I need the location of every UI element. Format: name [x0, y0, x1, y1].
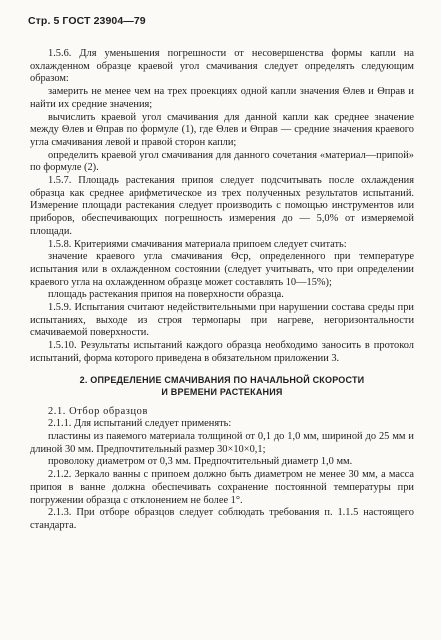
paragraph-1-5-7: 1.5.7. Площадь растекания припоя следует подсчитывать после охлаждения образца как среднее арифметическое из трех полученных результатов испытаний. Измерение площади растекания следует производить с помощью инструментов или приборов, обеспечивающих погрешность измерения до — 5,0% от измеряемой площади.: [30, 175, 414, 237]
paragraph-plates: пластины из паяемого материала толщиной от 0,1 до 1,0 мм, шириной до 25 мм и длиной 30 мм. Предпочтительный размер 30×10×0,1;: [30, 430, 414, 455]
paragraph-2-1-1: 2.1.1. Для испытаний следует применять:: [48, 418, 232, 430]
paragraph-contact-angle: значение краевого угла смачивания Θср, определенного при температуре испытания или в охлажденном состоянии (следует учитывать, что при определении краевого угла на охлажденном образце может составлять 10—15%);: [30, 251, 414, 288]
paragraph-2-1: 2.1. Отбор образцов: [48, 405, 148, 417]
paragraph-1-5-10: 1.5.10. Результаты испытаний каждого образца необходимо заносить в протокол испытаний, форма которого приведена в обязательном приложении 3.: [30, 340, 414, 364]
paragraph-2-1-3: 2.1.3. При отборе образцов следует соблюдать требования п. 1.1.5 настоящего стандарта.: [30, 507, 414, 531]
paragraph-calculate: вычислить краевой угол смачивания для данной капли как среднее значение между Θлев и Θправ по формуле (1), где Θлев и Θправ — средние значения краевого угла смачивания левой и правой сторон капли;: [30, 111, 414, 148]
section-heading-line-2: И ВРЕМЕНИ РАСТЕКАНИЯ: [161, 386, 283, 397]
section-heading: [30, 374, 414, 398]
paragraph-determine: определить краевой угол смачивания для данного сочетания «материал—припой» по формуле (2).: [30, 149, 414, 174]
paragraph-1-5-9: 1.5.9. Испытания считают недействительными при нарушении состава среды при испытаниях, выходе из строя термопары при нагреве, негоризонтальности смачиваемой поверхности.: [30, 302, 414, 339]
document-body: [30, 48, 414, 533]
paragraph-1-5-8: 1.5.8. Критериями смачивания материала припоем следует считать:: [48, 238, 347, 250]
paragraph-spread-area: площадь растекания припоя на поверхности образца.: [48, 289, 284, 301]
section-heading-line-1: 2. ОПРЕДЕЛЕНИЕ СМАЧИВАНИЯ ПО НАЧАЛЬНОЙ СКОРОСТИ: [79, 374, 365, 385]
paragraph-1-5-6: 1.5.6. Для уменьшения погрешности от несовершенства формы капли на охлажденном образце краевой угол смачивания следует определять следующим образом:: [30, 48, 414, 85]
page-header: Стр. 5 ГОСТ 23904—79: [28, 15, 146, 27]
paragraph-2-1-2: 2.1.2. Зеркало ванны с припоем должно быть диаметром не менее 30 мм, а масса припоя в ванне должна обеспечивать сохранение постоянной температуры при погружении образца с отклонением не более 1°.: [30, 469, 414, 506]
paragraph-wire: проволоку диаметром от 0,3 мм. Предпочтительный диаметр 1,0 мм.: [48, 456, 353, 468]
paragraph-measure: замерить не менее чем на трех проекциях одной капли значения Θлев и Θправ и найти их средние значения;: [30, 86, 414, 110]
